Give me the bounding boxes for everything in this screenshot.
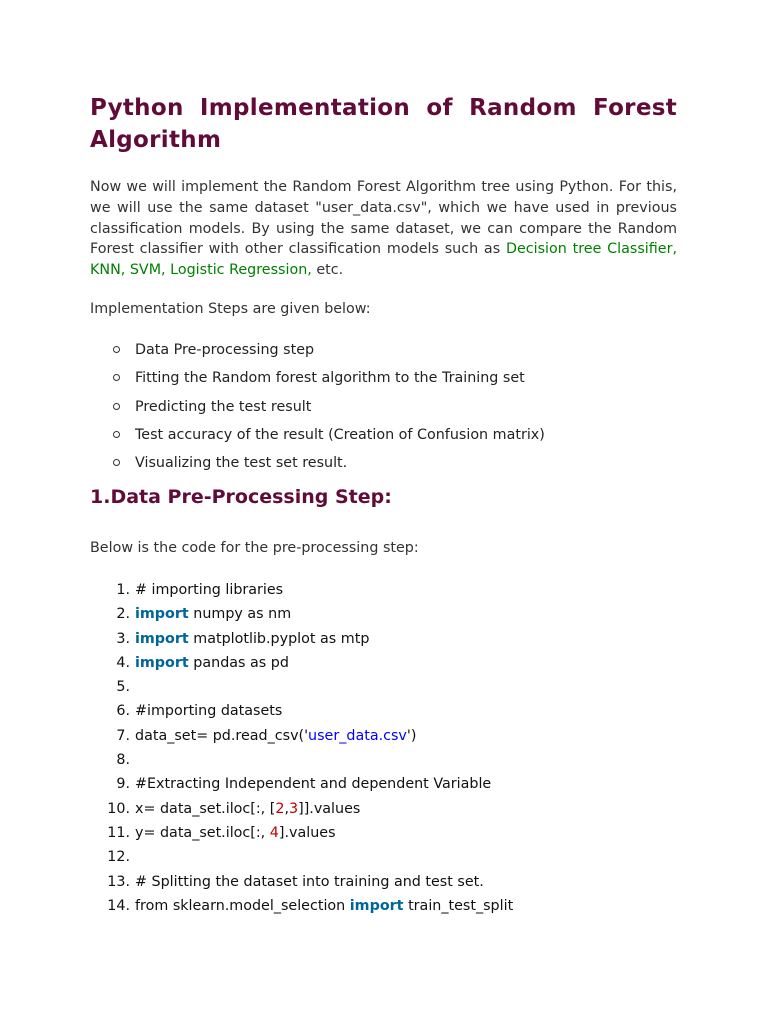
title-word: Python (90, 95, 184, 121)
code-line (90, 604, 677, 628)
code-text: train_test_split (403, 897, 514, 914)
circle-bullet-icon (113, 403, 120, 410)
code-text: matplotlib.pyplot as mtp (188, 630, 370, 647)
line-number: 3. (116, 630, 130, 647)
step-text: Visualizing the test set result. (135, 455, 348, 472)
code-number: 2 (275, 800, 285, 817)
steps-list (90, 340, 677, 481)
code-text: #importing datasets (135, 703, 283, 720)
code-number: 3 (289, 800, 299, 817)
code-line (90, 726, 677, 750)
steps-intro: Implementation Steps are given below: (90, 301, 371, 317)
code-text: numpy as nm (188, 606, 292, 623)
code-line (90, 701, 677, 725)
code-text: y= data_set.iloc[:, (135, 824, 270, 841)
step-text: Fitting the Random forest algorithm to the Training set (135, 370, 525, 387)
code-line (90, 799, 677, 823)
line-number: 13. (107, 873, 130, 890)
code-number: 4 (269, 824, 279, 841)
code-text: ') (406, 727, 417, 744)
title-word: Implementation (199, 95, 411, 121)
code-line (90, 677, 677, 701)
intro-text: Now we will implement the Random Forest Algorithm tree using Python. For this, we will use the same dataset "user_data.csv", which we have used in previous classification models. By using the same dataset, we can compare the Random Forest classifier with other classification models such as (90, 179, 677, 258)
code-text: pandas as pd (188, 654, 289, 671)
code-keyword: import (135, 654, 189, 671)
code-text: from sklearn.model_selection (135, 897, 350, 914)
title-word: Random (469, 95, 577, 121)
code-text: #Extracting Independent and dependent Variable (135, 776, 492, 793)
code-block (90, 580, 677, 920)
code-line (90, 896, 677, 920)
code-keyword: import (349, 897, 404, 914)
section-heading: 1.Data Pre-Processing Step: (90, 486, 392, 508)
code-text: # importing libraries (135, 582, 284, 598)
code-line (90, 847, 677, 871)
code-line (90, 823, 677, 847)
code-keyword: import (135, 606, 189, 623)
line-number: 14. (107, 897, 130, 914)
code-text: x= data_set.iloc[:, [ (135, 800, 276, 817)
list-item (90, 397, 677, 425)
code-line (90, 653, 677, 677)
code-text: ].values (278, 824, 336, 841)
list-item (90, 368, 677, 396)
circle-bullet-icon (113, 459, 120, 466)
circle-bullet-icon (113, 374, 120, 381)
title-word: Forest (593, 95, 678, 121)
line-number: 6. (116, 703, 130, 720)
line-number: 1. (116, 582, 130, 598)
line-number: 2. (116, 606, 130, 623)
code-line (90, 580, 677, 604)
line-number: 7. (116, 727, 130, 744)
intro-paragraph (90, 177, 677, 281)
classification-models-link[interactable]: Decision tree Classifier, KNN, SVM, Logistic Regression, (90, 241, 677, 279)
title-word: of (426, 95, 453, 121)
code-text: # Splitting the dataset into training and test set. (135, 873, 484, 890)
code-text: data_set= pd.read_csv(' (135, 727, 309, 744)
code-text: , (284, 800, 290, 817)
list-item (90, 425, 677, 453)
line-number: 5. (116, 679, 130, 696)
code-line (90, 750, 677, 774)
circle-bullet-icon (113, 431, 120, 438)
page-title (90, 92, 677, 156)
code-line (90, 629, 677, 653)
step-text: Test accuracy of the result (Creation of Confusion matrix) (135, 426, 545, 443)
step-text: Predicting the test result (135, 398, 312, 415)
line-number: 4. (116, 654, 130, 671)
article (90, 92, 678, 914)
intro-text-end: etc. (311, 262, 344, 279)
code-line (90, 872, 677, 896)
title-word: Algorithm (90, 127, 222, 153)
code-keyword: import (135, 630, 189, 647)
step-text: Data Pre-processing step (135, 342, 315, 358)
list-item (90, 340, 677, 368)
code-line (90, 774, 677, 798)
circle-bullet-icon (113, 346, 120, 353)
code-string: user_data.csv (308, 727, 407, 744)
line-number: 10. (107, 800, 130, 817)
code-text: ]].values (298, 800, 361, 817)
list-item (90, 453, 677, 481)
line-number: 12. (107, 849, 130, 866)
line-number: 9. (116, 776, 130, 793)
line-number: 11. (107, 824, 130, 841)
code-intro: Below is the code for the pre-processing step: (90, 540, 419, 556)
line-number: 8. (116, 752, 130, 769)
